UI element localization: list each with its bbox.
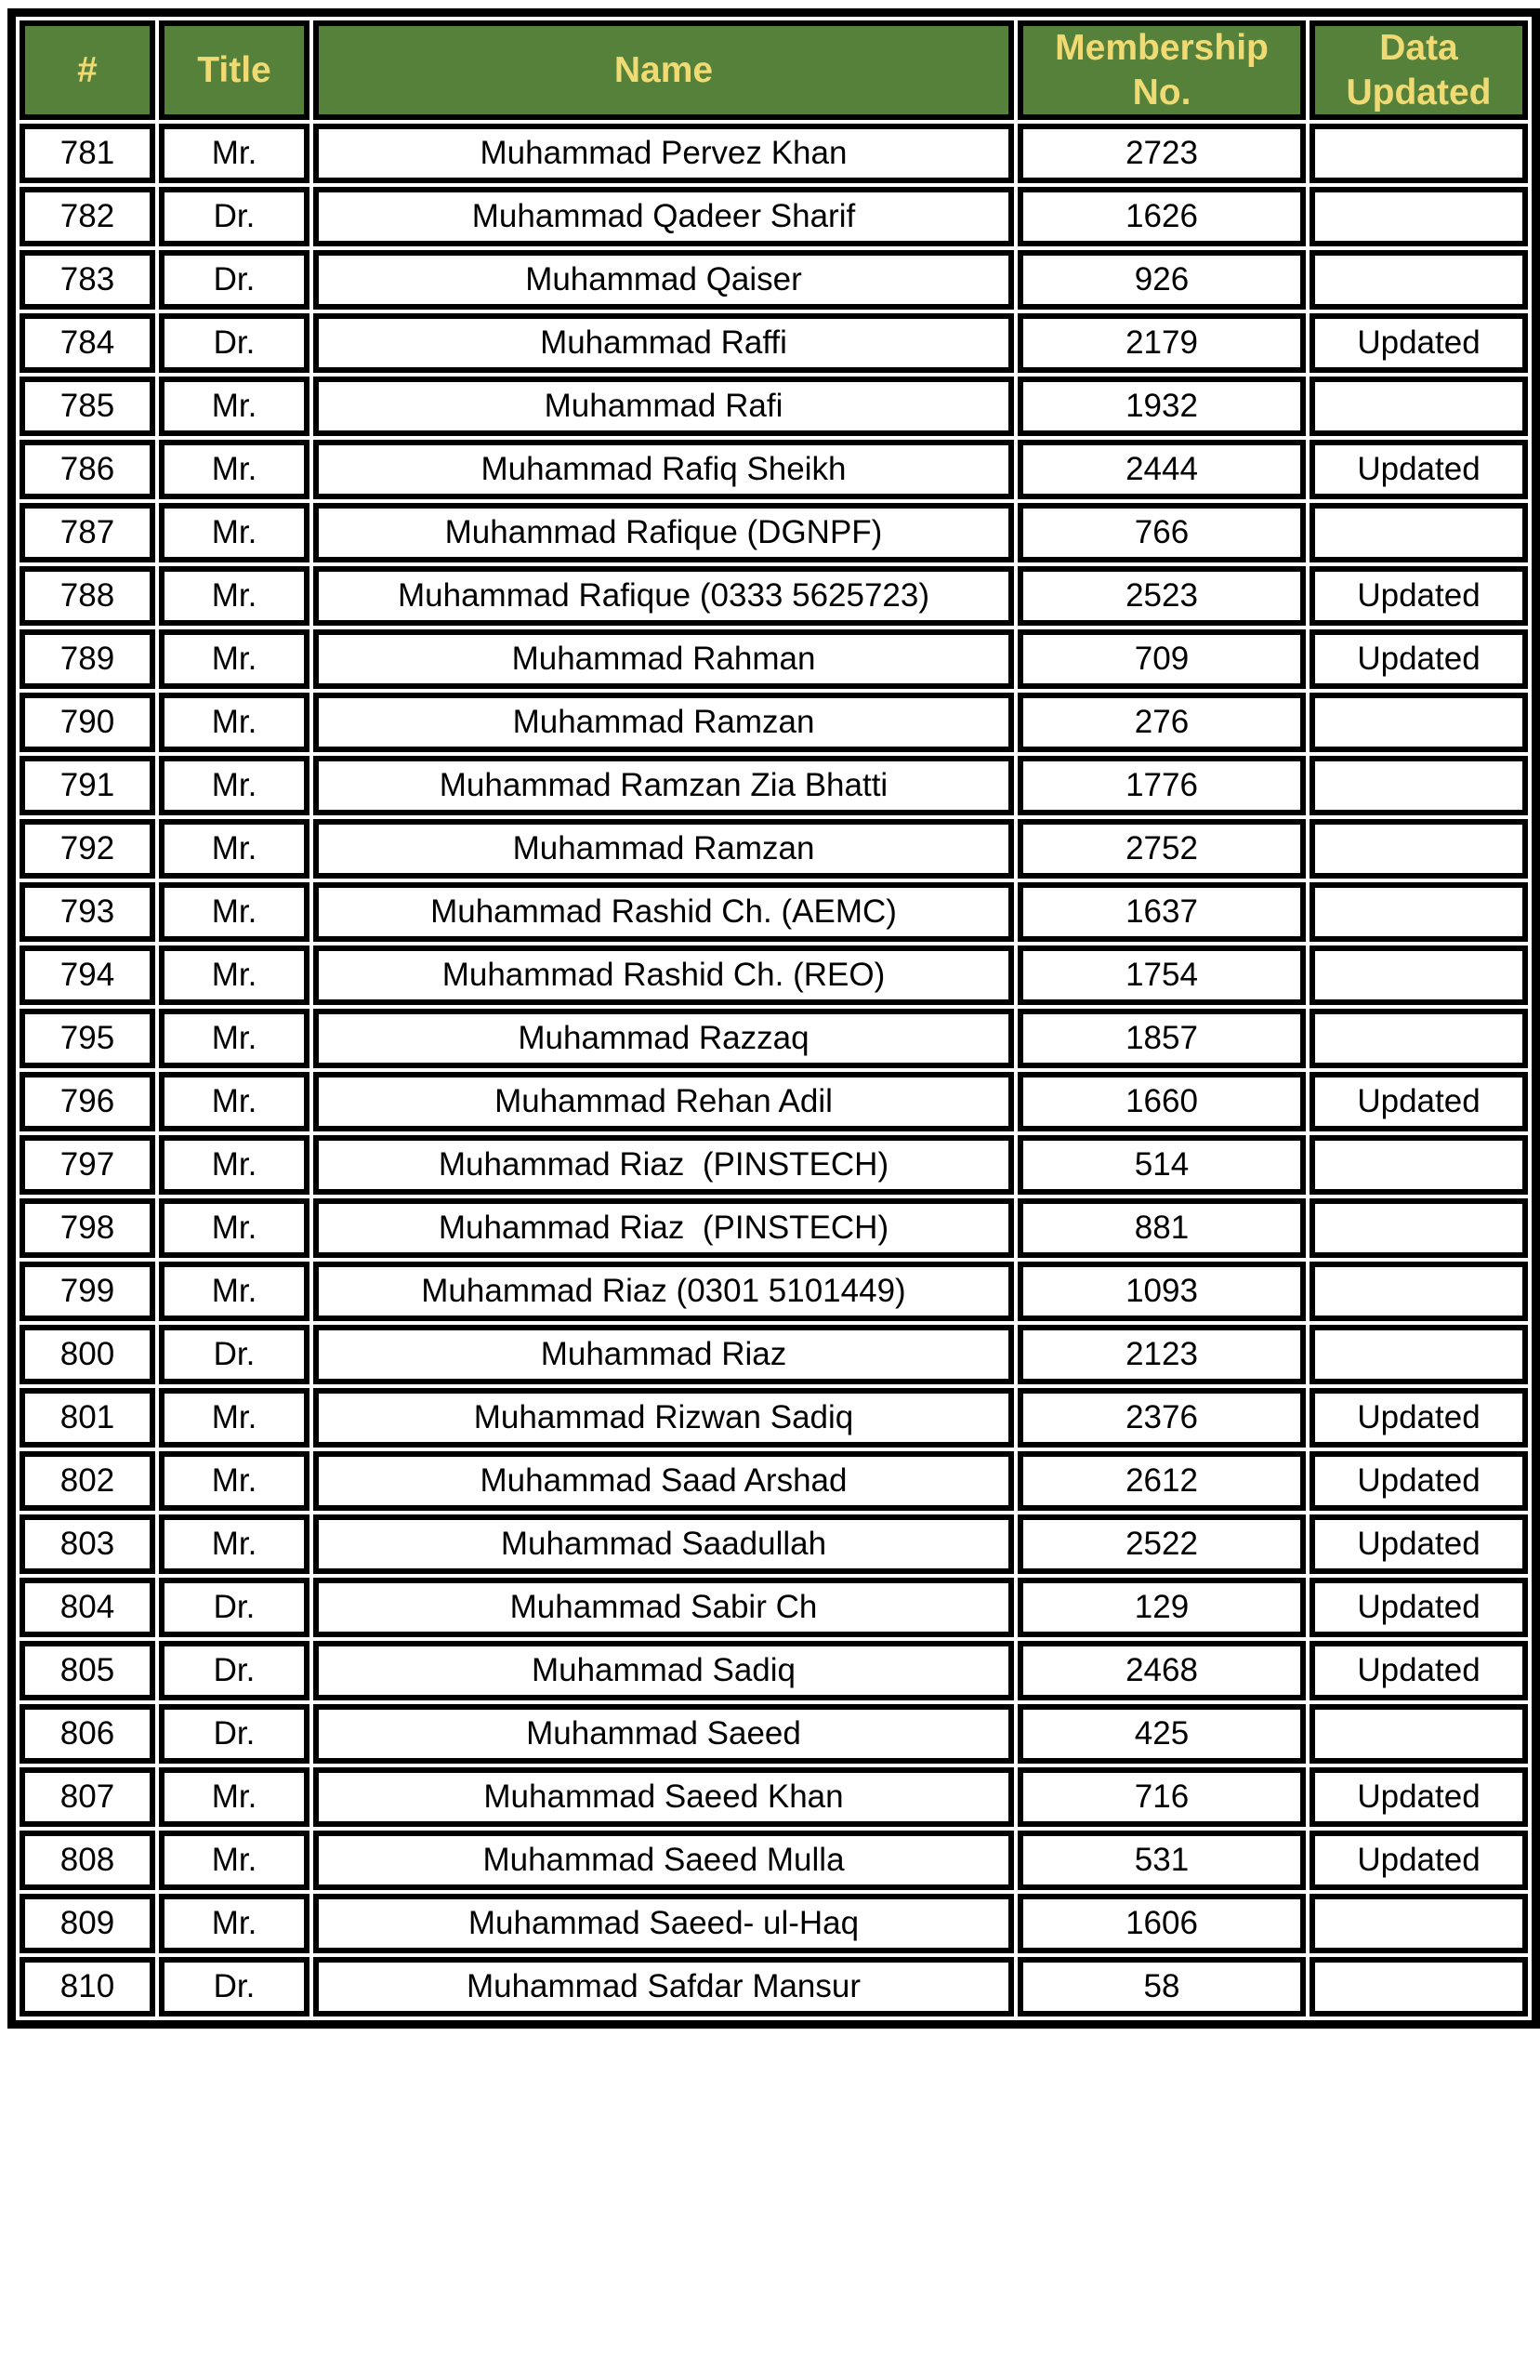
table-row [20, 1262, 1528, 1321]
cell-updated: Updated [1310, 440, 1528, 499]
cell-title: Mr. [159, 1262, 309, 1321]
cell-name: Muhammad Ramzan [313, 693, 1014, 752]
cell-name: Muhammad Qaiser [313, 250, 1014, 310]
cell-name: Muhammad Riaz (0301 5101449) [313, 1262, 1014, 1321]
cell-num: 800 [20, 1325, 155, 1384]
cell-name: Muhammad Raffi [313, 313, 1014, 373]
cell-membership: 2522 [1018, 1514, 1306, 1574]
header-cell-membership: Membership No. [1018, 20, 1306, 120]
cell-name: Muhammad Pervez Khan [313, 124, 1014, 183]
cell-updated: Updated [1310, 566, 1528, 626]
cell-num: 806 [20, 1704, 155, 1764]
cell-updated: Updated [1310, 1831, 1528, 1890]
cell-name: Muhammad Rafi [313, 377, 1014, 436]
cell-name: Muhammad Saad Arshad [313, 1451, 1014, 1511]
cell-num: 787 [20, 503, 155, 562]
cell-num: 795 [20, 1009, 155, 1068]
table-row [20, 1325, 1528, 1384]
cell-title: Dr. [159, 250, 309, 310]
cell-updated [1310, 882, 1528, 942]
cell-updated [1310, 1009, 1528, 1068]
cell-title: Mr. [159, 440, 309, 499]
cell-name: Muhammad Sadiq [313, 1641, 1014, 1700]
cell-name: Muhammad Riaz (PINSTECH) [313, 1198, 1014, 1258]
cell-name: Muhammad Rashid Ch. (REO) [313, 945, 1014, 1005]
cell-title: Dr. [159, 313, 309, 373]
cell-title: Dr. [159, 1578, 309, 1637]
table-row [20, 1135, 1528, 1195]
cell-num: 789 [20, 629, 155, 689]
cell-title: Mr. [159, 1451, 309, 1511]
cell-num: 810 [20, 1957, 155, 2016]
cell-title: Mr. [159, 756, 309, 815]
cell-title: Mr. [159, 377, 309, 436]
table-row [20, 377, 1528, 436]
cell-num: 788 [20, 566, 155, 626]
header-cell-num: # [20, 20, 155, 120]
cell-membership: 425 [1018, 1704, 1306, 1764]
cell-title: Mr. [159, 566, 309, 626]
cell-membership: 926 [1018, 250, 1306, 310]
cell-title: Mr. [159, 1767, 309, 1827]
table-header [20, 20, 1528, 120]
cell-updated: Updated [1310, 1578, 1528, 1637]
cell-num: 794 [20, 945, 155, 1005]
cell-name: Muhammad Sabir Ch [313, 1578, 1014, 1637]
table-row [20, 1198, 1528, 1258]
table-row [20, 1767, 1528, 1827]
cell-title: Mr. [159, 882, 309, 942]
cell-title: Mr. [159, 503, 309, 562]
cell-title: Mr. [159, 124, 309, 183]
cell-updated [1310, 1325, 1528, 1384]
table-row [20, 1894, 1528, 1953]
membership-table [7, 8, 1540, 2029]
cell-updated [1310, 377, 1528, 436]
cell-membership: 2612 [1018, 1451, 1306, 1511]
cell-num: 790 [20, 693, 155, 752]
cell-membership: 514 [1018, 1135, 1306, 1195]
cell-membership: 531 [1018, 1831, 1306, 1890]
table-row [20, 1388, 1528, 1448]
cell-membership: 1626 [1018, 187, 1306, 246]
cell-num: 784 [20, 313, 155, 373]
cell-name: Muhammad Riaz (PINSTECH) [313, 1135, 1014, 1195]
cell-membership: 709 [1018, 629, 1306, 689]
cell-num: 783 [20, 250, 155, 310]
cell-title: Mr. [159, 1198, 309, 1258]
cell-name: Muhammad Rafiq Sheikh [313, 440, 1014, 499]
cell-num: 799 [20, 1262, 155, 1321]
cell-membership: 716 [1018, 1767, 1306, 1827]
cell-updated [1310, 819, 1528, 879]
cell-updated [1310, 1957, 1528, 2016]
cell-title: Dr. [159, 1957, 309, 2016]
cell-num: 785 [20, 377, 155, 436]
cell-updated [1310, 945, 1528, 1005]
cell-num: 792 [20, 819, 155, 879]
cell-updated [1310, 756, 1528, 815]
cell-name: Muhammad Saadullah [313, 1514, 1014, 1574]
cell-num: 796 [20, 1072, 155, 1131]
cell-title: Mr. [159, 629, 309, 689]
cell-name: Muhammad Razzaq [313, 1009, 1014, 1068]
cell-updated [1310, 1894, 1528, 1953]
cell-num: 802 [20, 1451, 155, 1511]
table-row [20, 503, 1528, 562]
cell-name: Muhammad Safdar Mansur [313, 1957, 1014, 2016]
table-row [20, 1514, 1528, 1574]
cell-num: 782 [20, 187, 155, 246]
cell-membership: 129 [1018, 1578, 1306, 1637]
cell-title: Mr. [159, 1009, 309, 1068]
table-row [20, 1957, 1528, 2016]
cell-updated [1310, 503, 1528, 562]
table-row [20, 1641, 1528, 1700]
cell-updated [1310, 1198, 1528, 1258]
cell-membership: 2123 [1018, 1325, 1306, 1384]
table-row [20, 313, 1528, 373]
table-row [20, 1831, 1528, 1890]
cell-title: Mr. [159, 1894, 309, 1953]
cell-membership: 58 [1018, 1957, 1306, 2016]
cell-updated: Updated [1310, 1072, 1528, 1131]
table-row [20, 756, 1528, 815]
cell-membership: 1932 [1018, 377, 1306, 436]
cell-title: Mr. [159, 1831, 309, 1890]
cell-membership: 1637 [1018, 882, 1306, 942]
cell-membership: 766 [1018, 503, 1306, 562]
cell-membership: 2752 [1018, 819, 1306, 879]
cell-title: Mr. [159, 1135, 309, 1195]
cell-updated [1310, 124, 1528, 183]
cell-title: Mr. [159, 1072, 309, 1131]
cell-num: 801 [20, 1388, 155, 1448]
cell-membership: 2468 [1018, 1641, 1306, 1700]
table-row [20, 187, 1528, 246]
table-row [20, 1578, 1528, 1637]
cell-name: Muhammad Rafique (0333 5625723) [313, 566, 1014, 626]
cell-membership: 2444 [1018, 440, 1306, 499]
cell-num: 804 [20, 1578, 155, 1637]
cell-membership: 276 [1018, 693, 1306, 752]
cell-title: Mr. [159, 1514, 309, 1574]
cell-num: 803 [20, 1514, 155, 1574]
cell-updated: Updated [1310, 1767, 1528, 1827]
cell-updated [1310, 250, 1528, 310]
cell-name: Muhammad Rashid Ch. (AEMC) [313, 882, 1014, 942]
cell-membership: 2376 [1018, 1388, 1306, 1448]
cell-name: Muhammad Ramzan Zia Bhatti [313, 756, 1014, 815]
cell-updated [1310, 187, 1528, 246]
cell-num: 791 [20, 756, 155, 815]
cell-updated: Updated [1310, 1388, 1528, 1448]
table-row [20, 629, 1528, 689]
cell-membership: 881 [1018, 1198, 1306, 1258]
cell-name: Muhammad Saeed Khan [313, 1767, 1014, 1827]
cell-name: Muhammad Rehan Adil [313, 1072, 1014, 1131]
cell-membership: 1093 [1018, 1262, 1306, 1321]
cell-name: Muhammad Saeed [313, 1704, 1014, 1764]
cell-num: 786 [20, 440, 155, 499]
cell-updated: Updated [1310, 629, 1528, 689]
table-row [20, 1009, 1528, 1068]
cell-name: Muhammad Qadeer Sharif [313, 187, 1014, 246]
cell-title: Mr. [159, 819, 309, 879]
cell-title: Dr. [159, 187, 309, 246]
cell-title: Mr. [159, 693, 309, 752]
cell-name: Muhammad Saeed Mulla [313, 1831, 1014, 1890]
cell-membership: 2523 [1018, 566, 1306, 626]
cell-updated [1310, 693, 1528, 752]
cell-title: Dr. [159, 1641, 309, 1700]
cell-name: Muhammad Rahman [313, 629, 1014, 689]
cell-membership: 1857 [1018, 1009, 1306, 1068]
cell-num: 808 [20, 1831, 155, 1890]
cell-name: Muhammad Saeed- ul-Haq [313, 1894, 1014, 1953]
cell-membership: 1754 [1018, 945, 1306, 1005]
cell-updated: Updated [1310, 313, 1528, 373]
cell-membership: 1660 [1018, 1072, 1306, 1131]
cell-title: Mr. [159, 1388, 309, 1448]
cell-num: 781 [20, 124, 155, 183]
table-row [20, 440, 1528, 499]
cell-membership: 1606 [1018, 1894, 1306, 1953]
cell-name: Muhammad Riaz [313, 1325, 1014, 1384]
cell-updated: Updated [1310, 1641, 1528, 1700]
table-row [20, 566, 1528, 626]
table-row [20, 882, 1528, 942]
table-row [20, 1451, 1528, 1511]
table-body [20, 124, 1528, 2016]
cell-membership: 2723 [1018, 124, 1306, 183]
cell-title: Dr. [159, 1704, 309, 1764]
cell-name: Muhammad Ramzan [313, 819, 1014, 879]
cell-updated [1310, 1135, 1528, 1195]
table-row [20, 945, 1528, 1005]
header-cell-name: Name [313, 20, 1014, 120]
cell-name: Muhammad Rizwan Sadiq [313, 1388, 1014, 1448]
cell-num: 793 [20, 882, 155, 942]
cell-updated: Updated [1310, 1514, 1528, 1574]
header-cell-updated: Data Updated [1310, 20, 1528, 120]
table-row [20, 1704, 1528, 1764]
header-cell-title: Title [159, 20, 309, 120]
table-row [20, 819, 1528, 879]
table-row [20, 1072, 1528, 1131]
table-row [20, 693, 1528, 752]
cell-name: Muhammad Rafique (DGNPF) [313, 503, 1014, 562]
cell-num: 797 [20, 1135, 155, 1195]
header-row [20, 20, 1528, 120]
cell-title: Mr. [159, 945, 309, 1005]
cell-num: 807 [20, 1767, 155, 1827]
cell-title: Dr. [159, 1325, 309, 1384]
cell-membership: 1776 [1018, 756, 1306, 815]
cell-updated [1310, 1704, 1528, 1764]
table-row [20, 124, 1528, 183]
cell-num: 809 [20, 1894, 155, 1953]
cell-updated: Updated [1310, 1451, 1528, 1511]
cell-num: 805 [20, 1641, 155, 1700]
cell-membership: 2179 [1018, 313, 1306, 373]
table-row [20, 250, 1528, 310]
cell-updated [1310, 1262, 1528, 1321]
cell-num: 798 [20, 1198, 155, 1258]
